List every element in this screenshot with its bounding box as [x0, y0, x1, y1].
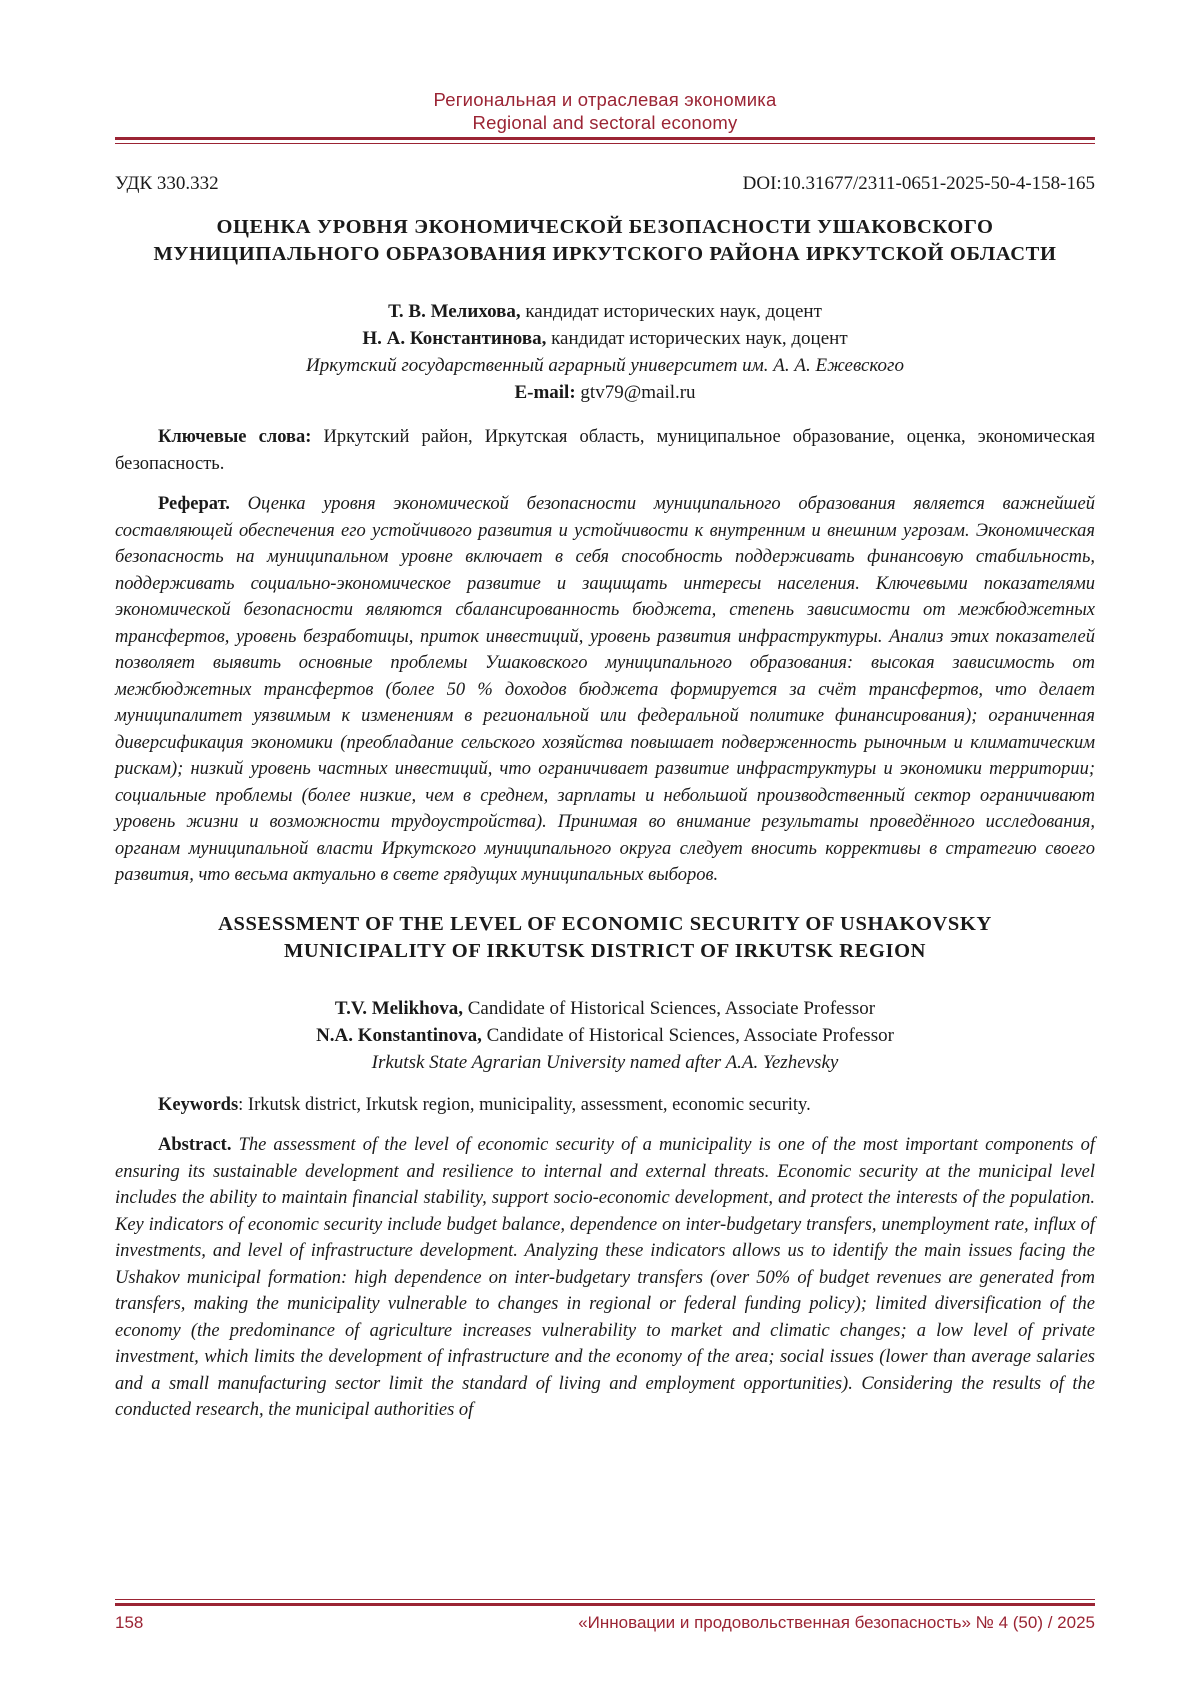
affiliation-en: Irkutsk State Agrarian University named after A.A. Yezhevsky: [371, 1051, 839, 1073]
journal-section-header: [115, 88, 1095, 134]
abstract-ru: [115, 491, 1095, 889]
udc-code: УДК 330.332: [115, 173, 219, 194]
keywords-text-en: : Irkutsk district, Irkutsk region, municipality, assessment, economic security.: [238, 1094, 811, 1115]
author-credentials: кандидат исторических наук, доцент: [546, 328, 848, 349]
header-rule-thick: [115, 137, 1095, 140]
keywords-label-en: Keywords: [158, 1094, 239, 1115]
abstract-label-ru: Реферат.: [158, 494, 230, 514]
journal-reference: «Инновации и продовольственная безопасность» № 4 (50) / 2025: [578, 1613, 1095, 1632]
abstract-text-ru: Оценка уровня экономической безопасности муниципального образования является важнейшей составляющей обеспечения его устойчивого развития и устойчивости к внутренним и внешним угрозам. Экономическая безопасность на муниципальном уровне включает в себя способность поддерживать финансовую стабильность, поддерживать социально-экономическое развитие и защищать интересы населения. Ключевыми показателями экономической безопасности являются сбалансированность бюджета, степень зависимости от межбюджетных трансфертов, уровень безработицы, приток инвестиций, уровень развития инфраструктуры. Анализ этих показателей позволяет выявить основные проблемы Ушаковского муниципального образования: высокая зависимость от межбюджетных трансфертов (более 50 % доходов бюджета формируется за счёт трансфертов, что делает муниципалитет уязвимым к изменениям в региональной или федеральной политике финансирования); ограниченная диверсификация экономики (преобладание сельского хозяйства повышает подверженность рыночным и климатическим рискам); низкий уровень частных инвестиций, что ограничивает развитие инфраструктуры и экономики территории; социальные проблемы (более низкие, чем в среднем, зарплаты и небольшой производственный сектор ограничивают уровень жизни и возможности трудоустройства). Принимая во внимание результаты проведённого исследования, органам муниципальной власти Иркутского муниципального округа следует вносить коррективы в стратегию своего развития, что весьма актуально в свете грядущих муниципальных выборов.: [115, 494, 1095, 885]
email-address: gtv79@mail.ru: [575, 382, 696, 403]
keywords-label-ru: Ключевые слова:: [158, 427, 312, 447]
author-line: [115, 995, 1095, 1022]
abstract-label-en: Abstract.: [158, 1135, 232, 1155]
author-line: [115, 1022, 1095, 1049]
journal-section-en: Regional and sectoral economy: [472, 112, 738, 133]
abstract-en: [115, 1132, 1095, 1424]
affiliation-ru: Иркутский государственный аграрный университет им. А. А. Ежевского: [306, 355, 904, 376]
author-credentials: кандидат исторических наук, доцент: [520, 301, 822, 322]
author-credentials: Candidate of Historical Sciences, Associate Professor: [481, 1024, 894, 1046]
article-title-en: ASSESSMENT OF THE LEVEL OF ECONOMIC SECURITY OF USHAKOVSKY MUNICIPALITY OF IRKUTSK DISTRICT OF IRKUTSK REGION: [218, 912, 992, 962]
author-name: N.A. Konstantinova,: [316, 1024, 482, 1046]
journal-section-ru: Региональная и отраслевая экономика: [433, 89, 777, 110]
footer-rule-thin: [115, 1599, 1095, 1600]
header-rule-thin: [115, 143, 1095, 144]
page-number: 158: [115, 1613, 144, 1632]
author-block-ru: [115, 298, 1095, 406]
email-line: [115, 379, 1095, 406]
footer-rule-thick: [115, 1603, 1095, 1606]
author-credentials: Candidate of Historical Sciences, Associate Professor: [463, 997, 876, 1019]
email-label: E-mail:: [514, 382, 576, 403]
abstract-text-en: The assessment of the level of economic security of a municipality is one of the most important components of ensuring its sustainable development and resilience to internal and external threats. Economic security at the municipal level includes the ability to maintain financial stability, support socio-economic development, and protect the interests of the population. Key indicators of economic security include budget balance, dependence on inter-budgetary transfers, unemployment rate, influx of investments, and level of infrastructure development. Analyzing these indicators allows us to identify the main issues facing the Ushakov municipal formation: high dependence on inter-budgetary transfers (over 50% of budget revenues are generated from transfers, making the municipality vulnerable to changes in regional or federal funding policy); limited diversification of the economy (the predominance of agriculture increases vulnerability to market and climatic changes; a low level of private investment, which limits the development of infrastructure and the economy of the area; social issues (lower than average salaries and a small manufacturing sector limit the standard of living and employment opportunities). Considering the results of the conducted research, the municipal authorities of: [115, 1135, 1095, 1420]
doi-identifier: DOI:10.31677/2311-0651-2025-50-4-158-165: [742, 173, 1095, 194]
keywords-text-ru: Иркутский район, Иркутская область, муниципальное образование, оценка, экономическая безопасность.: [115, 427, 1095, 474]
author-line: [115, 325, 1095, 352]
author-name: T.V. Melikhova,: [334, 997, 463, 1019]
title-en-wrapper: [115, 911, 1095, 965]
author-line: [115, 298, 1095, 325]
author-block-en: [115, 995, 1095, 1076]
author-name: Т. В. Мелихова,: [388, 301, 521, 322]
keywords-ru: [115, 424, 1095, 477]
article-body: [115, 214, 1095, 1424]
author-name: Н. А. Константинова,: [362, 328, 547, 349]
article-title-ru: ОЦЕНКА УРОВНЯ ЭКОНОМИЧЕСКОЙ БЕЗОПАСНОСТИ УШАКОВСКОГО МУНИЦИПАЛЬНОГО ОБРАЗОВАНИЯ ИРКУТСКОГО РАЙОНА ИРКУТСКОЙ ОБЛАСТИ: [153, 216, 1057, 265]
keywords-en: [115, 1092, 1095, 1119]
